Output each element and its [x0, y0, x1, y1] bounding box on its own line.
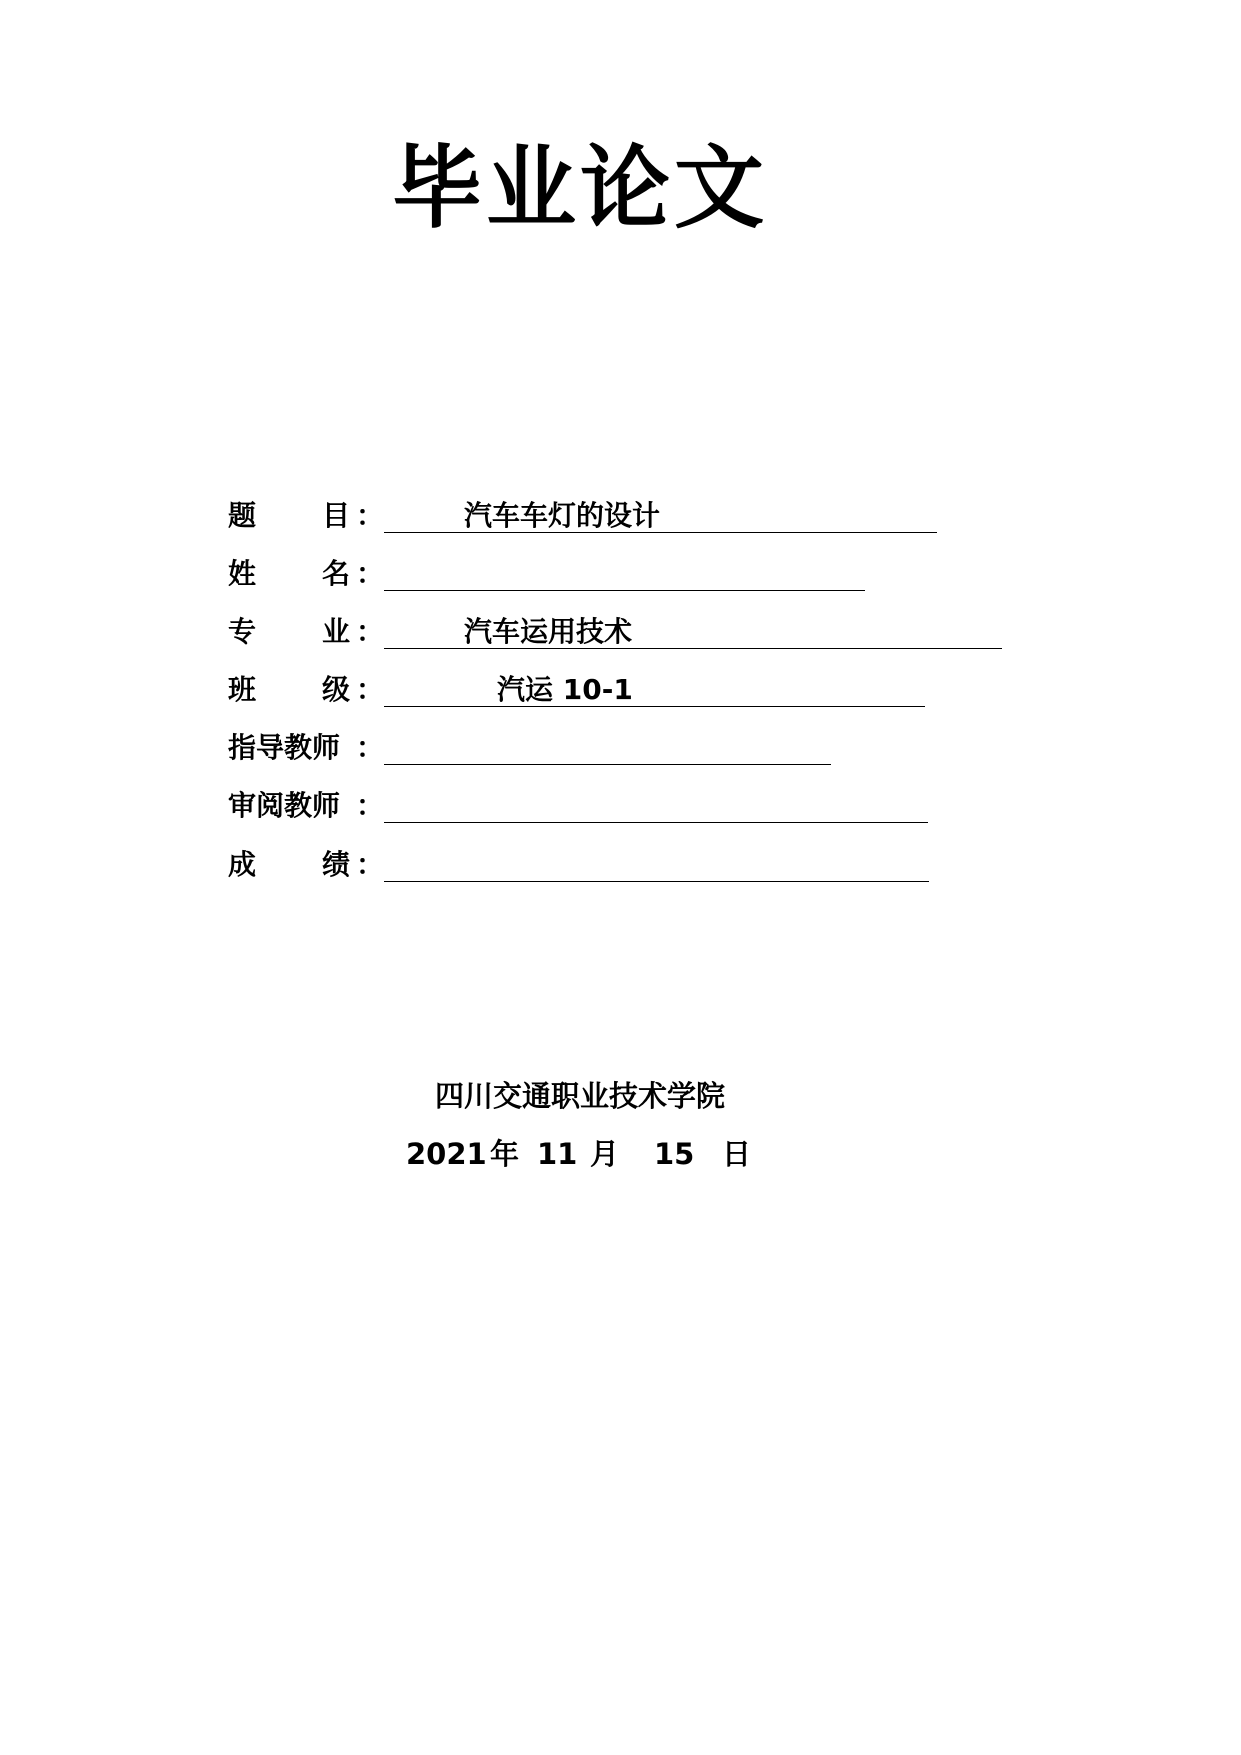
class-field-text: 汽运 10-1: [497, 673, 633, 706]
field-label-char-1: 专: [228, 615, 257, 648]
field-label-char-1: 成: [228, 848, 257, 881]
field-row-major: [228, 612, 1008, 652]
field-label-char-2: 绩: [322, 848, 351, 881]
field-colon: ：: [356, 673, 385, 706]
field-label-text: 审阅教师: [228, 789, 341, 822]
title-field-text: 汽车车灯的设计: [464, 499, 661, 532]
field-label-char-2: 目: [322, 499, 351, 532]
date-year-unit: 年: [490, 1137, 520, 1171]
field-label-char-2: 名: [322, 557, 351, 590]
major-field-text: 汽车运用技术: [464, 615, 633, 648]
date-day: 15: [654, 1137, 695, 1171]
field-row-advisor: [228, 728, 838, 768]
major-field: [384, 612, 1002, 649]
field-colon: ：: [356, 848, 385, 881]
field-row-reviewer: [228, 786, 933, 826]
date-month-unit: 月: [590, 1137, 620, 1171]
grade-field: [384, 845, 929, 882]
field-row-name: [228, 554, 868, 594]
institution-name: 四川交通职业技术学院: [434, 1079, 725, 1113]
field-label-char-2: 级: [322, 673, 351, 706]
field-label-char-1: 姓: [228, 557, 257, 590]
reviewer-field: [384, 786, 928, 823]
field-row-class: [228, 670, 928, 710]
date-day-unit: 日: [722, 1137, 752, 1171]
class-field: [384, 670, 925, 707]
advisor-field: [384, 728, 831, 765]
field-colon: ：: [356, 731, 385, 764]
field-label-text: 指导教师: [228, 731, 341, 764]
date-month: 11: [537, 1137, 578, 1171]
field-colon: ：: [356, 499, 385, 532]
field-label-char-1: 班: [228, 673, 257, 706]
field-label-char-1: 题: [228, 499, 257, 532]
title-field: [384, 496, 937, 533]
date-year: 2021: [406, 1137, 487, 1171]
field-colon: ：: [356, 789, 385, 822]
field-colon: ：: [356, 615, 385, 648]
field-colon: ：: [356, 557, 385, 590]
name-field: [384, 554, 865, 591]
field-row-grade: [228, 845, 933, 885]
field-label-char-2: 业: [322, 615, 351, 648]
page-title: 毕业论文: [392, 135, 768, 241]
field-row-title: [228, 496, 938, 536]
